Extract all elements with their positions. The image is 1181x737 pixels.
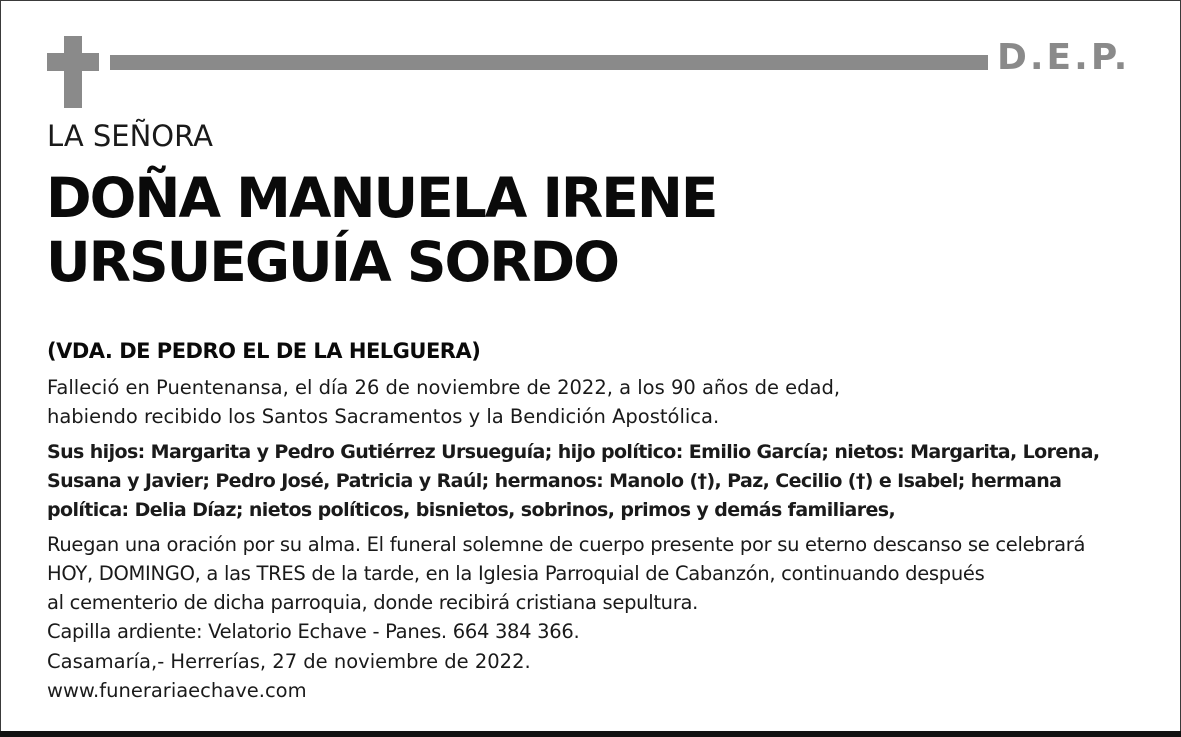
deceased-name-line: URSUEGUÍA SORDO — [46, 230, 618, 294]
family-line: Sus hijos: Margarita y Pedro Gutiérrez Ursueguía; hijo político: Emilio García; nietos: Margarita, Lorena, — [47, 441, 1100, 463]
header-rule — [110, 55, 988, 70]
funeral-line: Ruegan una oración por su alma. El funeral solemne de cuerpo presente por su eterno descanso se celebrará — [47, 533, 1086, 556]
honorific: LA SEÑORA — [47, 119, 213, 153]
family-list — [47, 438, 1099, 525]
death-notice-line: habiendo recibido los Santos Sacramentos y la Bendición Apostólica. — [47, 405, 720, 428]
funeral-line: HOY, DOMINGO, a las TRES de la tarde, en la Iglesia Parroquial de Cabanzón, continuando después — [47, 562, 985, 585]
family-line: Susana y Javier; Pedro José, Patricia y Raúl; hermanos: Manolo (†), Paz, Cecilio (†) e Isabel; hermana — [47, 470, 1062, 492]
chapel-line: Capilla ardiente: Velatorio Echave - Panes. 664 384 366. — [47, 620, 580, 643]
dep-label: D.E.P. — [997, 37, 1131, 78]
funeral-line: al cementerio de dicha parroquia, donde recibirá cristiana sepultura. — [47, 591, 699, 614]
website-link[interactable]: www.funerariaechave.com — [47, 679, 307, 702]
bottom-bar — [0, 731, 1181, 737]
deceased-name-line: DOÑA MANUELA IRENE — [46, 166, 717, 230]
footer — [47, 647, 531, 705]
place-date: Casamaría,- Herrerías, 27 de noviembre de 2022. — [47, 650, 531, 673]
death-notice-line: Falleció en Puentenansa, el día 26 de noviembre de 2022, a los 90 años de edad, — [47, 376, 841, 399]
cross-icon-horizontal — [47, 53, 99, 71]
cross-icon-vertical — [64, 36, 82, 108]
family-line: política: Delia Díaz; nietos políticos, bisnietos, sobrinos, primos y demás familiares, — [47, 499, 896, 521]
deceased-name — [46, 166, 716, 294]
funeral-info — [47, 530, 1085, 646]
widow-subtitle: (VDA. DE PEDRO EL DE LA HELGUERA) — [47, 339, 481, 363]
death-notice — [47, 373, 840, 431]
